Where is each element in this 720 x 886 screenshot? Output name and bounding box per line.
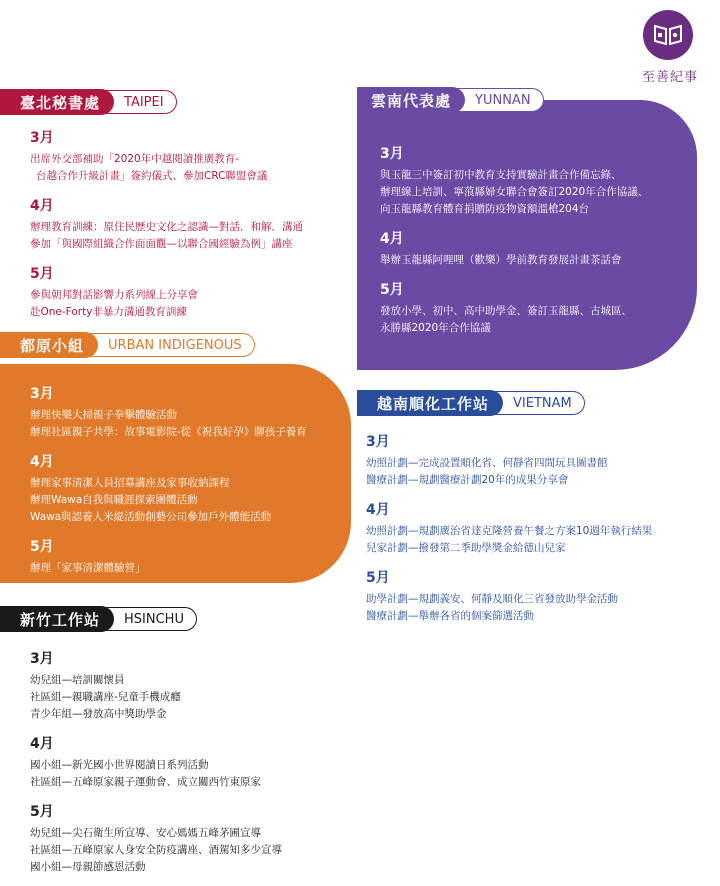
- vietnam-content: [366, 431, 652, 635]
- month-group: [380, 143, 648, 218]
- vietnam-title-zh: 越南順化工作站: [357, 390, 503, 416]
- month-label: 3月: [366, 434, 390, 450]
- month-label: 3月: [380, 146, 404, 162]
- activity-item: Wawa與認養人米緹活動創藝公司參加戶外體能活動: [30, 511, 272, 523]
- activity-item: 台越合作升級計畫」簽約儀式、參加CRC聯盟會議: [36, 170, 268, 182]
- activity-item: 出席外交部補助「2020年中越閱讀推廣教育-: [30, 153, 240, 165]
- activity-item: 舉辦玉龍縣阿哩哩（歡樂）學前教育發展計畫茶話會: [380, 254, 622, 266]
- month-label: 3月: [30, 130, 54, 146]
- activity-item: 兒家計劃—撥發第二季助學獎金給德山兒家: [366, 542, 566, 554]
- activity-item: 參加「與國際組織合作面面觀—以聯合國經驗為例」講座: [30, 238, 293, 250]
- activity-item: 向玉龍縣教育體育捐贈防疫物資額溫槍204台: [380, 203, 590, 215]
- taipei-title-en: TAIPEI: [100, 90, 177, 114]
- vietnam-title-en: VIETNAM: [489, 391, 585, 415]
- yunnan-title-en: YUNNAN: [451, 88, 544, 112]
- month-label: 5月: [30, 804, 54, 820]
- month-label: 4月: [30, 198, 54, 214]
- activity-item: 社區組—五峰原家人身安全防疫講座、酒駕知多少宣導: [30, 844, 282, 856]
- activity-item: 辦理線上培訓、寧蒗縣婦女聯合會簽訂2020年合作協議、: [380, 186, 649, 198]
- month-group: [30, 127, 303, 185]
- brand-name: 至善紀事: [641, 70, 698, 85]
- urban-title-zh: 都原小組: [0, 332, 98, 358]
- hsinchu-title-en: HSINCHU: [100, 607, 197, 631]
- activity-item: 國小組—新光國小世界閱讀日系列活動: [30, 759, 209, 771]
- activity-item: 醫療計劃—舉辦各省的個案篩選活動: [366, 610, 534, 622]
- urban-title-en: URBAN INDIGENOUS: [84, 333, 255, 357]
- hsinchu-title-zh: 新竹工作站: [0, 606, 114, 632]
- activity-item: 幼照計劃—規劃廣治省達克隆營養午餐之方案10週年執行結果: [366, 525, 653, 537]
- yunnan-content: [380, 143, 648, 347]
- month-label: 5月: [30, 539, 54, 555]
- activity-item: 辦理社區親子共學：故事電影院-從《祝我好孕》聊孩子養育: [30, 426, 307, 438]
- month-label: 4月: [366, 502, 390, 518]
- month-group: [30, 451, 307, 526]
- hsinchu-content: [30, 648, 282, 886]
- activity-item: 辦理快樂大掃親子拳擊體驗活動: [30, 409, 177, 421]
- activity-item: 與玉龍三中簽訂初中教育支持實驗計畫合作備忘錄、: [380, 169, 622, 181]
- urban-content: [30, 383, 307, 587]
- month-group: [380, 228, 648, 269]
- month-group: [366, 567, 652, 625]
- activity-item: 永勝縣2020年合作協議: [380, 322, 491, 334]
- month-group: [366, 499, 652, 557]
- month-label: 4月: [30, 454, 54, 470]
- activity-item: 社區組—親職講座-兒童手機成癮: [30, 691, 181, 703]
- vietnam-heading: [357, 390, 585, 416]
- activity-item: 發放小學、初中、高中助學金、簽訂玉龍縣、古城區、: [380, 305, 632, 317]
- month-group: [380, 279, 648, 337]
- month-group: [366, 431, 652, 489]
- activity-item: 社區組—五峰原家親子運動會、成立關西竹東原家: [30, 776, 261, 788]
- month-group: [30, 536, 307, 577]
- month-label: 4月: [30, 736, 54, 752]
- activity-item: 助學計劃—規劃義安、何靜及順化三省發放助學金活動: [366, 593, 618, 605]
- activity-item: 辦理「家事清潔體驗營」: [30, 562, 146, 574]
- activity-item: 辦理Wawa自我與職涯探索團體活動: [30, 494, 198, 506]
- activity-item: 幼兒組—尖石衛生所宣導、安心媽媽五峰茅圃宣導: [30, 827, 261, 839]
- yunnan-title-zh: 雲南代表處: [357, 87, 465, 113]
- activity-item: 青少年組—發放高中獎助學金: [30, 708, 167, 720]
- taipei-content: [30, 127, 303, 331]
- month-label: 5月: [366, 570, 390, 586]
- activity-item: 幼兒組—培訓關懷員: [30, 674, 125, 686]
- activity-item: 幼照計劃—完成設置順化省、何靜省四間玩具圖書館: [366, 457, 608, 469]
- month-group: [30, 383, 307, 441]
- month-label: 4月: [380, 231, 404, 247]
- taipei-heading: [0, 89, 177, 115]
- activity-item: 辦理家事清潔人員招募講座及家事收納課程: [30, 477, 230, 489]
- month-label: 3月: [30, 386, 54, 402]
- hsinchu-heading: [0, 606, 197, 632]
- yunnan-heading: [357, 87, 544, 113]
- month-label: 5月: [380, 282, 404, 298]
- month-label: 5月: [30, 266, 54, 282]
- urban-heading: [0, 332, 255, 358]
- activity-item: 辦理教育訓練：原住民歷史文化之認識—對話．和解．溝通: [30, 221, 303, 233]
- month-group: [30, 648, 282, 723]
- month-group: [30, 195, 303, 253]
- month-group: [30, 733, 282, 791]
- month-label: 3月: [30, 651, 54, 667]
- activity-item: 參與朝邦對話影響力系列線上分享會: [30, 289, 198, 301]
- month-group: [30, 801, 282, 876]
- activity-item: 赴One-Forty非暴力溝通教育訓練: [30, 306, 187, 318]
- activity-item: 國小組—母親節感恩活動: [30, 861, 146, 873]
- activity-item: 醫療計劃—規劃醫療計劃20年的成果分享會: [366, 474, 569, 486]
- taipei-title-zh: 臺北秘書處: [0, 89, 114, 115]
- month-group: [30, 263, 303, 321]
